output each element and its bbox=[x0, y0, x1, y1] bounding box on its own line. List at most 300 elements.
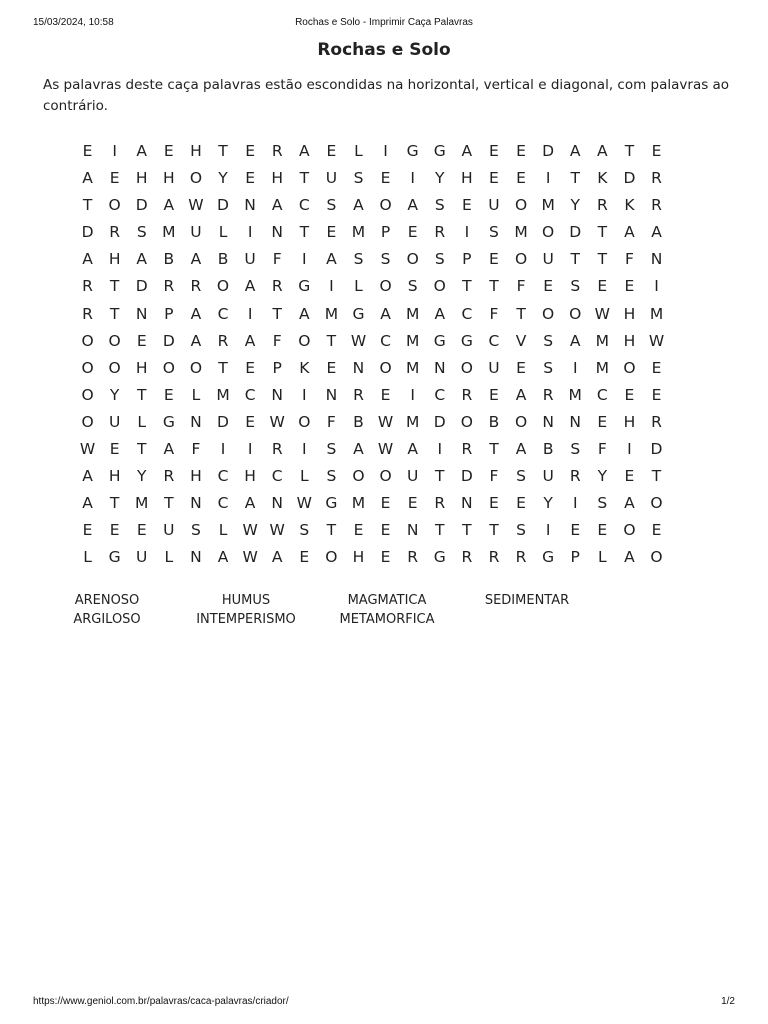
grid-letter: R bbox=[434, 223, 446, 242]
grid-letter: H bbox=[623, 331, 636, 350]
grid-letter: A bbox=[136, 250, 148, 269]
grid-letter: F bbox=[272, 250, 282, 269]
grid-letter: D bbox=[162, 331, 175, 350]
grid-letter: R bbox=[651, 169, 662, 188]
grid-letter: H bbox=[163, 169, 175, 188]
word-list-item: SEDIMENTAR bbox=[484, 593, 570, 608]
grid-letter: D bbox=[217, 196, 229, 215]
grid-letter: C bbox=[271, 467, 283, 486]
grid-letter: O bbox=[650, 548, 663, 567]
grid-letter: T bbox=[462, 521, 472, 540]
grid-letter: O bbox=[542, 223, 555, 242]
grid-letter: R bbox=[82, 304, 93, 323]
grid-letter: S bbox=[326, 196, 337, 215]
grid-letter: E bbox=[407, 223, 418, 242]
grid-letter: I bbox=[247, 304, 253, 323]
word-list-item: HUMUS bbox=[221, 593, 271, 608]
print-page-number: 1/2 bbox=[721, 996, 735, 1007]
grid-letter: E bbox=[245, 169, 255, 188]
grid-letter: S bbox=[380, 250, 391, 269]
grid-letter: L bbox=[83, 548, 92, 567]
grid-letter: D bbox=[569, 223, 582, 242]
grid-letter: N bbox=[542, 412, 554, 431]
grid-letter: T bbox=[137, 385, 147, 404]
grid-letter: K bbox=[624, 196, 635, 215]
grid-letter: S bbox=[434, 250, 445, 269]
grid-letter: E bbox=[651, 358, 662, 377]
grid-letter: E bbox=[516, 169, 526, 188]
grid-letter: E bbox=[489, 169, 499, 188]
grid-letter: H bbox=[352, 548, 365, 567]
grid-letter: W bbox=[79, 440, 96, 459]
grid-letter: T bbox=[82, 196, 93, 215]
grid-letter: O bbox=[81, 331, 94, 350]
grid-letter: L bbox=[137, 412, 147, 431]
grid-letter: E bbox=[624, 385, 635, 404]
grid-letter: N bbox=[461, 494, 473, 513]
grid-letter: U bbox=[325, 169, 338, 188]
grid-row bbox=[74, 382, 699, 409]
grid-letter: I bbox=[437, 440, 443, 459]
grid-letter: R bbox=[271, 277, 283, 296]
grid-row bbox=[74, 246, 699, 273]
grid-letter: O bbox=[433, 277, 446, 296]
grid-letter: S bbox=[489, 223, 499, 242]
grid-letter: E bbox=[407, 494, 418, 513]
grid-letter: M bbox=[405, 331, 420, 350]
grid-letter: C bbox=[217, 494, 229, 513]
grid-letter: O bbox=[460, 412, 473, 431]
grid-letter: E bbox=[380, 385, 391, 404]
grid-letter: A bbox=[271, 548, 283, 567]
grid-letter: E bbox=[380, 494, 391, 513]
grid-letter: A bbox=[163, 440, 175, 459]
grid-letter: T bbox=[489, 277, 499, 296]
grid-letter: N bbox=[190, 548, 202, 567]
grid-letter: R bbox=[651, 196, 662, 215]
grid-letter: U bbox=[163, 521, 175, 540]
grid-letter: G bbox=[433, 331, 446, 350]
grid-letter: B bbox=[488, 412, 500, 431]
grid-letter: O bbox=[406, 250, 419, 269]
grid-letter: I bbox=[302, 440, 307, 459]
grid-letter: E bbox=[245, 358, 255, 377]
grid-letter: I bbox=[220, 440, 226, 459]
grid-letter: U bbox=[542, 467, 554, 486]
grid-letter: R bbox=[569, 467, 581, 486]
grid-letter: S bbox=[543, 331, 554, 350]
grid-letter: A bbox=[569, 331, 581, 350]
grid-letter: S bbox=[136, 223, 147, 242]
grid-letter: T bbox=[109, 494, 120, 513]
grid-letter: T bbox=[516, 304, 526, 323]
grid-letter: E bbox=[489, 385, 499, 404]
grid-letter: A bbox=[624, 548, 635, 567]
grid-letter: R bbox=[353, 385, 364, 404]
grid-letter: E bbox=[597, 277, 608, 296]
grid-letter: S bbox=[191, 521, 201, 540]
grid-letter: E bbox=[353, 521, 364, 540]
grid-row bbox=[74, 544, 699, 571]
grid-row bbox=[74, 355, 699, 382]
grid-letter: H bbox=[461, 169, 473, 188]
grid-letter: M bbox=[595, 331, 610, 350]
grid-letter: P bbox=[570, 548, 580, 567]
grid-letter: O bbox=[623, 521, 636, 540]
grid-letter: L bbox=[354, 277, 363, 296]
grid-letter: H bbox=[623, 304, 636, 323]
grid-letter: D bbox=[623, 169, 636, 188]
grid-letter: G bbox=[298, 277, 311, 296]
grid-row bbox=[74, 436, 699, 463]
grid-letter: S bbox=[434, 196, 445, 215]
grid-letter: E bbox=[624, 277, 635, 296]
grid-letter: H bbox=[623, 412, 636, 431]
grid-letter: W bbox=[648, 331, 665, 350]
grid-letter: I bbox=[383, 142, 388, 160]
grid-letter: R bbox=[596, 196, 608, 215]
grid-letter: A bbox=[136, 142, 148, 160]
grid-letter: A bbox=[190, 250, 202, 269]
grid-letter: W bbox=[269, 412, 285, 431]
grid-letter: U bbox=[488, 196, 500, 215]
grid-letter: H bbox=[108, 467, 121, 486]
grid-letter: S bbox=[353, 169, 364, 188]
grid-letter: A bbox=[434, 304, 446, 323]
grid-letter: D bbox=[650, 440, 663, 459]
grid-letter: A bbox=[298, 142, 310, 160]
grid-letter: T bbox=[651, 467, 662, 486]
grid-row bbox=[74, 463, 699, 490]
grid-letter: R bbox=[82, 277, 93, 296]
grid-letter: I bbox=[302, 385, 307, 404]
grid-letter: A bbox=[624, 494, 635, 513]
grid-letter: A bbox=[82, 250, 93, 269]
grid-letter: U bbox=[244, 250, 256, 269]
grid-letter: S bbox=[543, 358, 554, 377]
grid-letter: P bbox=[164, 304, 174, 323]
grid-letter: E bbox=[570, 521, 581, 540]
grid-letter: E bbox=[163, 142, 174, 160]
grid-letter: A bbox=[190, 304, 202, 323]
grid-letter: G bbox=[542, 548, 555, 567]
grid-letter: O bbox=[542, 304, 555, 323]
grid-letter: N bbox=[271, 494, 283, 513]
grid-letter: E bbox=[82, 142, 93, 160]
grid-letter: A bbox=[651, 223, 662, 242]
grid-letter: I bbox=[627, 440, 632, 459]
grid-letter: T bbox=[109, 304, 120, 323]
grid-letter: T bbox=[164, 494, 174, 513]
grid-letter: B bbox=[163, 250, 175, 269]
grid-row bbox=[74, 219, 699, 246]
grid-letter: E bbox=[597, 412, 608, 431]
grid-letter: T bbox=[489, 440, 499, 459]
word-list-item: METAMORFICA bbox=[339, 612, 435, 627]
grid-letter: D bbox=[433, 412, 446, 431]
grid-letter: U bbox=[542, 250, 554, 269]
grid-letter: T bbox=[272, 304, 282, 323]
grid-letter: U bbox=[190, 223, 202, 242]
grid-letter: O bbox=[108, 196, 121, 215]
grid-row bbox=[74, 409, 699, 436]
grid-letter: R bbox=[515, 548, 527, 567]
grid-letter: A bbox=[190, 331, 202, 350]
grid-letter: T bbox=[570, 169, 580, 188]
grid-letter: O bbox=[298, 412, 311, 431]
grid-letter: K bbox=[299, 358, 310, 377]
grid-letter: O bbox=[325, 548, 338, 567]
word-list-item: INTEMPERISMO bbox=[196, 612, 296, 627]
grid-letter: F bbox=[597, 440, 607, 459]
grid-letter: H bbox=[135, 358, 148, 377]
grid-letter: N bbox=[190, 494, 202, 513]
grid-letter: T bbox=[109, 277, 120, 296]
grid-letter: T bbox=[299, 169, 310, 188]
grid-letter: A bbox=[461, 142, 473, 160]
grid-letter: O bbox=[379, 196, 392, 215]
grid-letter: I bbox=[247, 440, 253, 459]
grid-letter: P bbox=[272, 358, 282, 377]
grid-letter: E bbox=[163, 385, 174, 404]
grid-letter: T bbox=[624, 142, 635, 160]
word-list-item: MAGMATICA bbox=[347, 593, 427, 608]
grid-letter: A bbox=[244, 331, 256, 350]
grid-letter: B bbox=[353, 412, 364, 431]
grid-letter: M bbox=[649, 304, 664, 323]
grid-letter: E bbox=[82, 521, 93, 540]
grid-letter: M bbox=[135, 494, 149, 513]
grid-letter: E bbox=[489, 250, 499, 269]
grid-letter: E bbox=[136, 521, 147, 540]
grid-letter: R bbox=[461, 385, 473, 404]
grid-letter: E bbox=[516, 142, 526, 160]
grid-letter: S bbox=[299, 521, 310, 540]
grid-letter: W bbox=[377, 412, 394, 431]
grid-letter: E bbox=[380, 548, 391, 567]
grid-letter: A bbox=[217, 548, 229, 567]
grid-letter: E bbox=[380, 169, 391, 188]
grid-letter: G bbox=[460, 331, 473, 350]
grid-letter: G bbox=[325, 494, 338, 513]
grid-row bbox=[74, 273, 699, 300]
grid-letter: O bbox=[298, 331, 311, 350]
grid-letter: A bbox=[82, 467, 93, 486]
word-list-item: ARGILOSO bbox=[73, 612, 141, 627]
grid-letter: F bbox=[272, 331, 282, 350]
grid-letter: O bbox=[108, 358, 121, 377]
grid-letter: N bbox=[271, 223, 283, 242]
grid-letter: R bbox=[407, 548, 419, 567]
grid-letter: L bbox=[354, 142, 363, 160]
grid-letter: W bbox=[594, 304, 610, 323]
grid-letter: N bbox=[244, 196, 256, 215]
grid-letter: N bbox=[325, 385, 338, 404]
grid-letter: W bbox=[242, 548, 258, 567]
grid-letter: K bbox=[597, 169, 608, 188]
grid-letter: E bbox=[516, 358, 526, 377]
grid-letter: R bbox=[163, 277, 175, 296]
grid-letter: C bbox=[380, 331, 391, 350]
grid-letter: Y bbox=[109, 385, 120, 404]
grid-letter: M bbox=[162, 223, 176, 242]
grid-letter: C bbox=[217, 304, 229, 323]
grid-letter: M bbox=[405, 412, 420, 431]
grid-letter: R bbox=[163, 467, 175, 486]
grid-letter: I bbox=[545, 169, 551, 188]
grid-letter: E bbox=[326, 223, 337, 242]
grid-letter: O bbox=[379, 358, 392, 377]
grid-row bbox=[74, 301, 699, 328]
grid-letter: P bbox=[462, 250, 472, 269]
grid-letter: A bbox=[353, 440, 364, 459]
grid-letter: G bbox=[352, 304, 365, 323]
grid-letter: W bbox=[377, 440, 394, 459]
grid-letter: O bbox=[569, 304, 582, 323]
grid-letter: H bbox=[190, 467, 202, 486]
grid-letter: T bbox=[435, 467, 445, 486]
grid-letter: E bbox=[136, 331, 147, 350]
grid-letter: W bbox=[350, 331, 367, 350]
grid-letter: O bbox=[216, 277, 230, 296]
grid-letter: N bbox=[135, 304, 148, 323]
grid-letter: E bbox=[624, 467, 635, 486]
grid-letter: S bbox=[570, 277, 581, 296]
grid-letter: A bbox=[244, 277, 256, 296]
grid-letter: S bbox=[407, 277, 418, 296]
grid-letter: R bbox=[434, 494, 446, 513]
grid-letter: N bbox=[650, 250, 663, 269]
grid-letter: C bbox=[217, 467, 229, 486]
grid-letter: I bbox=[247, 223, 253, 242]
grid-letter: A bbox=[407, 440, 418, 459]
grid-letter: T bbox=[570, 250, 580, 269]
grid-letter: N bbox=[271, 385, 283, 404]
grid-letter: E bbox=[543, 277, 554, 296]
grid-letter: C bbox=[434, 385, 446, 404]
instructions-text: As palavras deste caça palavras estão escondidas na horizontal, vertical e diagonal, com palavras ao contrário. bbox=[43, 77, 730, 114]
grid-letter: L bbox=[299, 467, 309, 486]
grid-letter: A bbox=[515, 385, 527, 404]
grid-letter: R bbox=[109, 223, 121, 242]
grid-letter: I bbox=[329, 277, 334, 296]
grid-letter: U bbox=[406, 467, 419, 486]
grid-letter: T bbox=[218, 142, 228, 160]
grid-letter: O bbox=[379, 277, 392, 296]
grid-letter: O bbox=[189, 169, 203, 188]
grid-letter: Y bbox=[137, 467, 147, 486]
grid-letter: F bbox=[489, 467, 499, 486]
grid-letter: E bbox=[489, 142, 499, 160]
grid-letter: O bbox=[514, 412, 528, 431]
grid-letter: D bbox=[135, 277, 148, 296]
grid-letter: R bbox=[271, 142, 283, 160]
grid-letter: A bbox=[82, 494, 93, 513]
grid-letter: A bbox=[82, 169, 93, 188]
grid-letter: O bbox=[352, 467, 365, 486]
grid-letter: I bbox=[572, 494, 578, 513]
grid-letter: N bbox=[352, 358, 365, 377]
grid-letter: E bbox=[461, 196, 472, 215]
grid-letter: O bbox=[650, 494, 663, 513]
grid-letter: M bbox=[595, 358, 610, 377]
grid-letter: I bbox=[545, 521, 551, 540]
word-list-item: ARENOSO bbox=[74, 593, 140, 608]
grid-letter: H bbox=[244, 467, 256, 486]
grid-letter: I bbox=[410, 385, 415, 404]
grid-letter: O bbox=[189, 358, 203, 377]
grid-letter: I bbox=[464, 223, 470, 242]
grid-letter: D bbox=[460, 467, 473, 486]
grid-letter: R bbox=[488, 548, 500, 567]
grid-row bbox=[74, 328, 699, 355]
grid-letter: Y bbox=[435, 169, 445, 188]
grid-letter: U bbox=[488, 358, 500, 377]
grid-letter: S bbox=[516, 521, 526, 540]
grid-letter: R bbox=[217, 331, 229, 350]
grid-letter: Y bbox=[597, 467, 608, 486]
grid-letter: N bbox=[190, 412, 202, 431]
grid-letter: C bbox=[244, 385, 256, 404]
grid-letter: T bbox=[326, 331, 337, 350]
grid-letter: R bbox=[542, 385, 554, 404]
grid-letter: E bbox=[245, 142, 255, 160]
print-page-title: Rochas e Solo - Imprimir Caça Palavras bbox=[295, 17, 473, 28]
grid-letter: D bbox=[135, 196, 148, 215]
grid-letter: M bbox=[568, 385, 582, 404]
grid-letter: N bbox=[433, 358, 446, 377]
grid-letter: H bbox=[271, 169, 284, 188]
grid-letter: A bbox=[515, 440, 527, 459]
grid-letter: Y bbox=[570, 196, 580, 215]
grid-letter: E bbox=[326, 142, 337, 160]
grid-letter: R bbox=[461, 548, 473, 567]
grid-letter: S bbox=[597, 494, 608, 513]
grid-letter: E bbox=[299, 548, 310, 567]
grid-letter: N bbox=[406, 521, 419, 540]
grid-letter: W bbox=[188, 196, 204, 215]
grid-letter: S bbox=[353, 250, 364, 269]
grid-letter: Y bbox=[218, 169, 228, 188]
grid-letter: T bbox=[435, 521, 445, 540]
grid-letter: S bbox=[516, 467, 526, 486]
grid-letter: W bbox=[242, 521, 258, 540]
grid-letter: S bbox=[570, 440, 581, 459]
grid-letter: E bbox=[597, 521, 608, 540]
grid-letter: R bbox=[461, 440, 473, 459]
grid-letter: E bbox=[245, 412, 255, 431]
grid-letter: M bbox=[351, 494, 366, 513]
grid-letter: L bbox=[164, 548, 174, 567]
grid-letter: N bbox=[569, 412, 582, 431]
grid-letter: I bbox=[572, 358, 578, 377]
grid-letter: O bbox=[460, 358, 473, 377]
grid-letter: O bbox=[81, 412, 94, 431]
grid-letter: Y bbox=[543, 494, 553, 513]
grid-letter: O bbox=[81, 358, 94, 377]
grid-letter: A bbox=[624, 223, 635, 242]
grid-letter: S bbox=[326, 467, 337, 486]
print-datetime: 15/03/2024, 10:58 bbox=[33, 17, 114, 28]
grid-letter: G bbox=[433, 548, 446, 567]
grid-letter: F bbox=[489, 304, 499, 323]
grid-letter: L bbox=[218, 521, 228, 540]
grid-letter: M bbox=[405, 304, 420, 323]
word-search-grid bbox=[74, 138, 699, 572]
grid-letter: I bbox=[654, 277, 659, 296]
grid-letter: G bbox=[108, 548, 121, 567]
grid-letter: A bbox=[271, 196, 283, 215]
